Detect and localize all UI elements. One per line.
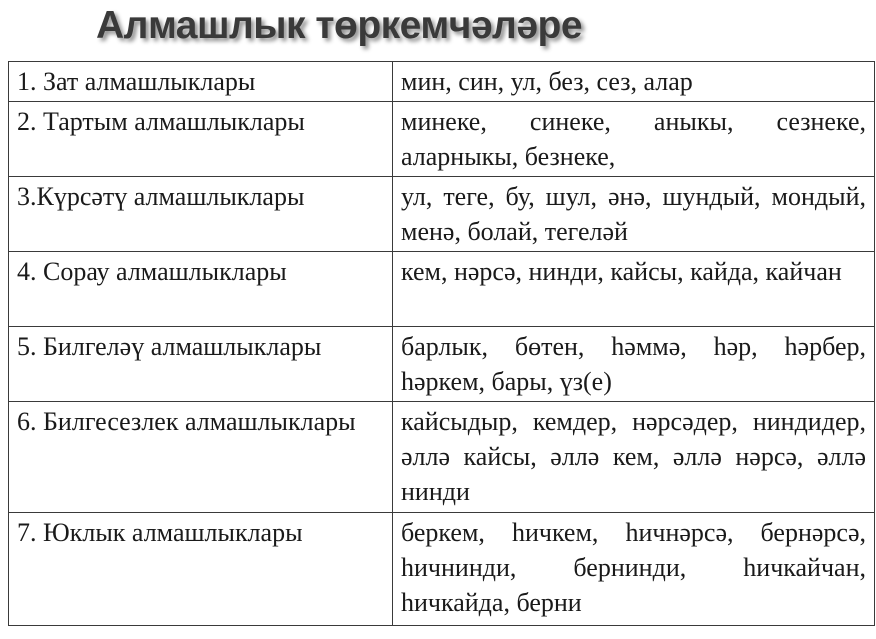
table-row — [9, 102, 875, 177]
category-cell: 1. Зат алмашлыклары — [9, 62, 393, 102]
category-cell: 5. Билгеләү алмашлыклары — [9, 327, 393, 402]
table-row — [9, 177, 875, 252]
examples-cell: минеке, синеке, аныкы, сезнеке, аларныкы, безнеке, — [393, 102, 875, 177]
category-cell: 2. Тартым алмашлыклары — [9, 102, 393, 177]
category-cell: 4. Сорау алмашлыклары — [9, 252, 393, 327]
table-row — [9, 62, 875, 102]
examples-cell: мин, син, ул, без, сез, алар — [393, 62, 875, 102]
slide-title: Алмашлык төркемчәләре — [96, 4, 583, 47]
examples-cell: ул, теге, бу, шул, әнә, шундый, мондый, менә, болай, тегеләй — [393, 177, 875, 252]
category-cell: 6. Билгесезлек алмашлыклары — [9, 402, 393, 513]
examples-cell: беркем, һичкем, һичнәрсә, бернәрсә, һичнинди, бернинди, һичкайчан, һичкайда, берни — [393, 513, 875, 626]
examples-cell: барлык, бөтен, һәммә, һәр, һәрбер, һәркем, бары, үз(е) — [393, 327, 875, 402]
examples-cell: кайсыдыр, кемдер, нәрсәдер, ниндидер, әллә кайсы, әллә кем, әллә нәрсә, әллә нинди — [393, 402, 875, 513]
table-row — [9, 513, 875, 626]
pronoun-groups-table — [8, 61, 875, 626]
examples-cell: кем, нәрсә, нинди, кайсы, кайда, кайчан — [393, 252, 875, 327]
category-cell: 3.Күрсәтү алмашлыклары — [9, 177, 393, 252]
table-row — [9, 402, 875, 513]
table-row — [9, 327, 875, 402]
table-row — [9, 252, 875, 327]
category-cell: 7. Юклык алмашлыклары — [9, 513, 393, 626]
